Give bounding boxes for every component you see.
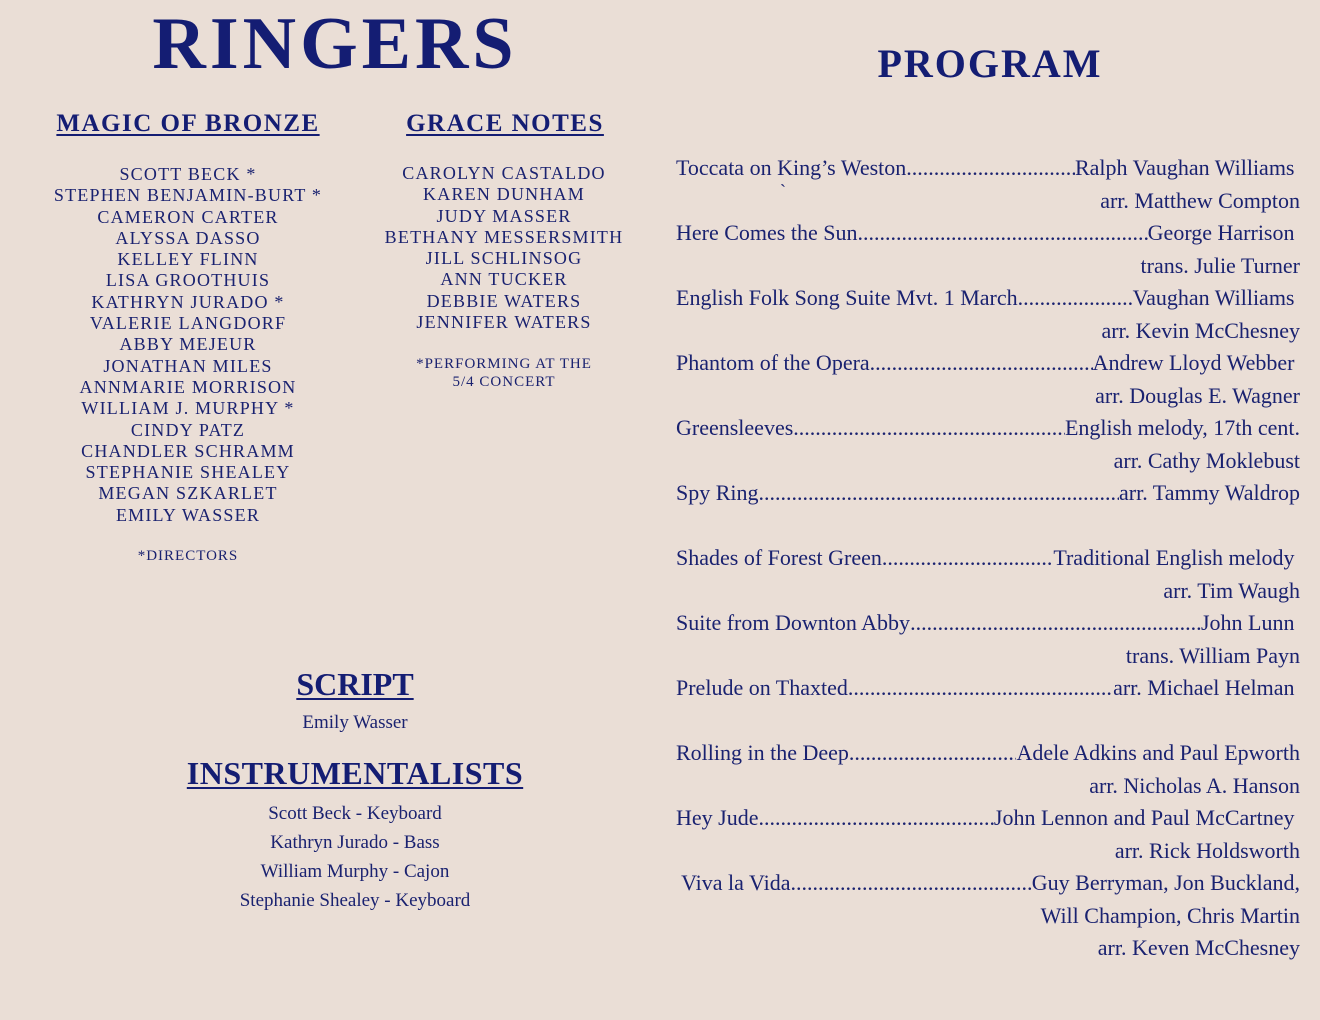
composer: Traditional English melody [1053,545,1300,570]
program-line [676,412,1300,445]
program-line [676,477,1300,510]
piece-title: Viva la Vida [676,870,791,895]
performing-note-line1: *PERFORMING AT THE [416,356,592,372]
directors-note: *DIRECTORS [137,548,239,564]
performing-note [372,355,636,391]
program-item [676,802,1300,867]
dot-leader [758,802,993,835]
member-name: KATHRYN JURADO * [91,291,285,312]
arranger: trans. Julie Turner [1140,252,1300,278]
program-list [676,152,1300,965]
arranger: arr. Kevin McChesney [1101,317,1300,343]
member-name: ABBY MEJEUR [119,334,257,355]
composer: John Lennon and Paul McCartney [993,805,1300,830]
member-name: KELLEY FLINN [117,249,259,270]
instrumentalist-item: William Murphy - Cajon [260,861,450,882]
member-name: JILL SCHLINSOG [425,248,583,269]
member-name: ALYSSA DASSO [115,227,261,248]
member-name: MEGAN SZKARLET [98,483,278,504]
program-item [676,477,1300,510]
script-heading: SCRIPT [296,666,414,702]
piece-title: Phantom of the Opera [676,350,870,375]
dot-leader [882,542,1053,575]
ringers-title: RINGERS [152,3,518,85]
program-item [676,672,1300,705]
section-break [676,510,1300,543]
dot-leader [1018,282,1133,315]
grace-notes-members [372,163,636,333]
member-name: SCOTT BECK * [119,164,257,184]
composer: English melody, 17th cent. [1064,415,1300,440]
performing-note-line2: 5/4 CONCERT [452,374,556,390]
program-item [676,217,1300,282]
member-name: ANN TUCKER [440,269,568,290]
member-name: STEPHEN BENJAMIN-BURT * [53,185,323,206]
program-item [676,867,1300,965]
member-name: CAMERON CARTER [97,206,279,227]
composer: arr. Michael Helman [1113,675,1300,700]
program-item [676,152,1300,217]
arranger: arr. Rick Holdsworth [1114,837,1300,863]
arranger: trans. William Payn [1125,642,1300,668]
arranger: arr. Keven McChesney [1097,935,1300,960]
instrumentalist-item: Kathryn Jurado - Bass [270,832,440,853]
dot-leader [910,607,1201,640]
program-line [676,217,1300,250]
program-title: PROGRAM [877,41,1103,86]
member-name: BETHANY MESSERSMITH [384,226,624,247]
program-line [676,347,1300,380]
dot-leader [870,347,1093,380]
program-line [676,282,1300,315]
piece-title: Prelude on Thaxted [676,675,848,700]
dot-leader [759,477,1119,510]
composer: John Lunn [1201,610,1300,635]
member-name: JONATHAN MILES [103,355,273,376]
arranger: arr. Cathy Moklebust [1113,447,1300,473]
arranger: arr. Douglas E. Wagner [1095,382,1300,408]
piece-title: Spy Ring [676,480,759,505]
member-name: KAREN DUNHAM [423,184,585,205]
program-item [676,737,1300,802]
member-name: JENNIFER WATERS [416,312,592,333]
composer: Vaughan Williams [1132,285,1300,310]
dot-leader [906,152,1075,185]
composer: Ralph Vaughan Williams [1074,155,1300,180]
composer: Andrew Lloyd Webber [1092,350,1300,375]
member-name: CAROLYN CASTALDO [402,163,606,183]
arranger: arr. Matthew Compton [1100,187,1300,213]
piece-title: Shades of Forest Green [676,545,882,570]
program-item [676,347,1300,412]
instrumentalists-heading: INSTRUMENTALISTS [186,755,524,791]
program-line [676,867,1300,900]
program-line [676,802,1300,835]
piece-title: Toccata on King’s Weston [676,155,907,180]
arranger: Will Champion, Chris Martin [1040,902,1300,928]
member-name: CHANDLER SCHRAMM [81,440,295,461]
program-line [676,607,1300,640]
program-line [676,737,1300,770]
script-name: Emily Wasser [302,712,408,733]
member-name: LISA GROOTHUIS [105,270,271,291]
composer: Adele Adkins and Paul Epworth [1016,740,1300,765]
arranger: arr. Nicholas A. Hanson [1089,772,1300,798]
dot-leader [848,672,1113,705]
member-name: CINDY PATZ [130,419,246,440]
instrumentalists-list [120,799,590,915]
program-line [676,672,1300,705]
composer: arr. Tammy Waldrop [1118,480,1300,505]
program-item [676,412,1300,477]
member-name: WILLIAM J. MURPHY * [81,398,295,419]
member-name: DEBBIE WATERS [426,290,582,311]
grace-notes-heading: GRACE NOTES [406,110,604,137]
member-name: JUDY MASSER [436,205,572,226]
dot-leader [857,217,1147,250]
magic-of-bronze-members [28,164,348,526]
arranger: arr. Tim Waugh [1163,577,1300,603]
member-name: STEPHANIE SHEALEY [85,462,291,483]
member-name: EMILY WASSER [115,504,261,525]
section-break [676,705,1300,738]
piece-title: Rolling in the Deep [676,740,849,765]
program-line [676,542,1300,575]
program-item [676,282,1300,347]
piece-title: Hey Jude [676,805,759,830]
magic-of-bronze-heading: MAGIC OF BRONZE [56,110,320,137]
program-line [676,152,1300,185]
member-name: ANNMARIE MORRISON [79,376,297,397]
dot-leader [849,737,1017,770]
dot-leader [790,867,1031,900]
composer: George Harrison [1147,220,1300,245]
program-item [676,607,1300,672]
piece-title: Suite from Downton Abby [676,610,911,635]
instrumentalist-item: Scott Beck - Keyboard [268,803,442,824]
instrumentalist-item: Stephanie Shealey - Keyboard [239,890,471,911]
member-name: VALERIE LANGDORF [89,313,287,334]
piece-title: English Folk Song Suite Mvt. 1 March [676,285,1018,310]
stray-mark: ` [780,181,786,201]
composer: Guy Berryman, Jon Buckland, [1031,870,1300,895]
piece-title: Here Comes the Sun [676,220,858,245]
program-item [676,542,1300,607]
dot-leader [793,412,1065,445]
piece-title: Greensleeves [676,415,794,440]
